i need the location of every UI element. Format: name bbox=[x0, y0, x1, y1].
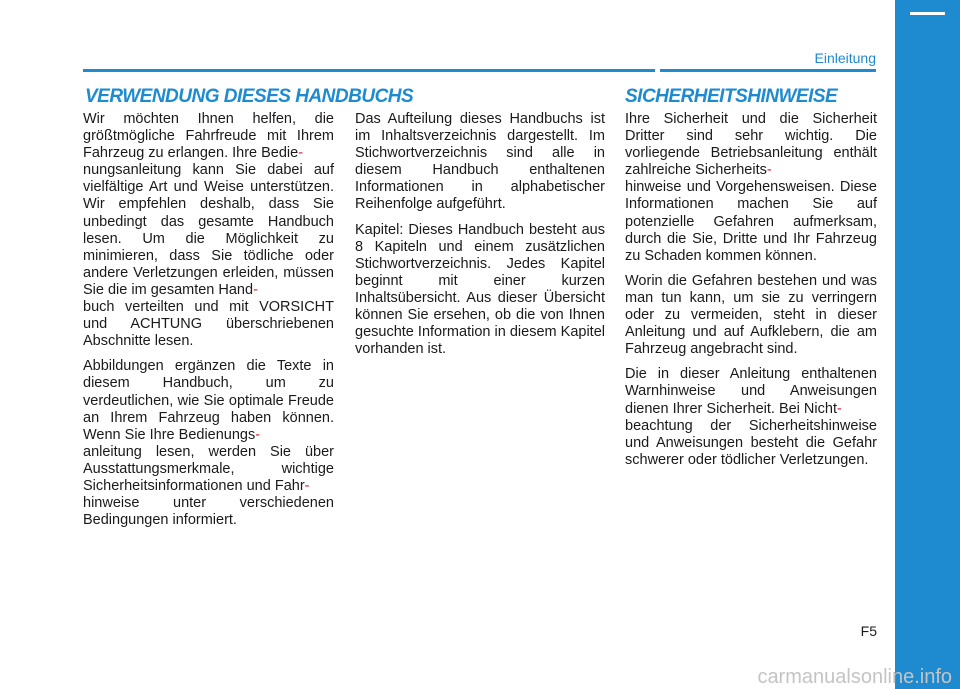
safety-heading: SICHERHEITSHINWEISE bbox=[625, 86, 838, 107]
safety-paragraph-3: Die in dieser Anleitung enthaltenen Warnhinweise und Anweisungen dienen Ihrer Sicherheit. Bei Nicht- beachtung der Sicherheitshinweise und Anweisungen besteht die Gefahr schwerer oder tödlicher Verletzungen. bbox=[625, 366, 877, 468]
usage-paragraph-1: Wir möchten Ihnen helfen, die größtmögliche Fahrfreude mit Ihrem Fahrzeug zu erlangen. Ihre Bedie- nungsanleitung kann Sie dabei auf vielfältige Art und Weise unterstützen. Wir empfehlen deshalb, dass Sie unbedingt das gesamte Handbuch lesen. Um die Möglichkeit zu minimieren, dass Sie tödliche oder andere Verletzungen erleiden, müssen Sie die im gesamten Hand- buch verteilten und mit VORSICHT und ACHTUNG überschriebenen Abschnitte lesen. bbox=[83, 111, 334, 350]
section-label: Einleitung bbox=[814, 50, 876, 66]
watermark-text: carmanualsonline.info bbox=[757, 666, 952, 688]
hyphen-mark: - bbox=[304, 477, 310, 494]
hyphen-mark: - bbox=[836, 400, 842, 417]
header-rule-right bbox=[660, 69, 876, 72]
usage-paragraph-2: Abbildungen ergänzen die Texte in diesem Handbuch, um zu verdeutlichen, wie Sie optimale Freude an Ihrem Fahrzeug haben können. Wenn Sie Ihre Bedienungs- anleitung lesen, werden Sie über Ausstattungsmerkmale, wichtige Sicherheitsinformationen und Fahr- hinweise unter verschiedenen Bedingungen informiert. bbox=[83, 358, 334, 529]
safety-paragraph-2: Worin die Gefahren bestehen und was man tun kann, um sie zu verringern oder zu vermeiden, steht in dieser Anleitung und auf Aufklebern, die am Fahrzeug angebracht sind. bbox=[625, 272, 877, 358]
usage-paragraph-4: Kapitel: Dieses Handbuch besteht aus 8 Kapiteln und einem zusätzlichen Stichwortverzeichnis. Jedes Kapitel beginnt mit einer kurzen Inhaltsübersicht. Aus dieser Übersicht können Sie ersehen, ob die von Ihnen gesuchte Information in diesem Kapitel vorhanden ist. bbox=[355, 221, 605, 358]
chapter-tab-mark bbox=[910, 12, 945, 15]
header-rule-left bbox=[83, 69, 655, 72]
usage-paragraph-3: Das Aufteilung dieses Handbuchs ist im Inhaltsverzeichnis dargestellt. Im Stichwortverzeichnis sind alle in diesem Handbuch enthaltenen Informationen in alphabetischer Reihenfolge aufgeführt. bbox=[355, 111, 605, 213]
safety-paragraph-1: Ihre Sicherheit und die Sicherheit Dritter sind sehr wichtig. Die vorliegende Betriebsanleitung enthält zahlreiche Sicherheits- hinweise und Vorgehensweisen. Diese Informationen machen Sie auf potenzielle Gefahren aufmerksam, durch die Sie, Dritte und Ihr Fahrzeug zu Schaden kommen können. bbox=[625, 111, 877, 264]
usage-heading: VERWENDUNG DIESES HANDBUCHS bbox=[85, 86, 414, 107]
chapter-tab-sidebar bbox=[895, 0, 960, 689]
text-column-2 bbox=[355, 111, 605, 366]
hyphen-mark: - bbox=[255, 426, 261, 443]
text-column-1 bbox=[83, 111, 334, 537]
hyphen-mark: - bbox=[766, 162, 772, 179]
page-number: F5 bbox=[860, 623, 877, 639]
hyphen-mark: - bbox=[253, 281, 258, 298]
hyphen-mark: - bbox=[298, 145, 304, 162]
text-column-3 bbox=[625, 111, 877, 477]
